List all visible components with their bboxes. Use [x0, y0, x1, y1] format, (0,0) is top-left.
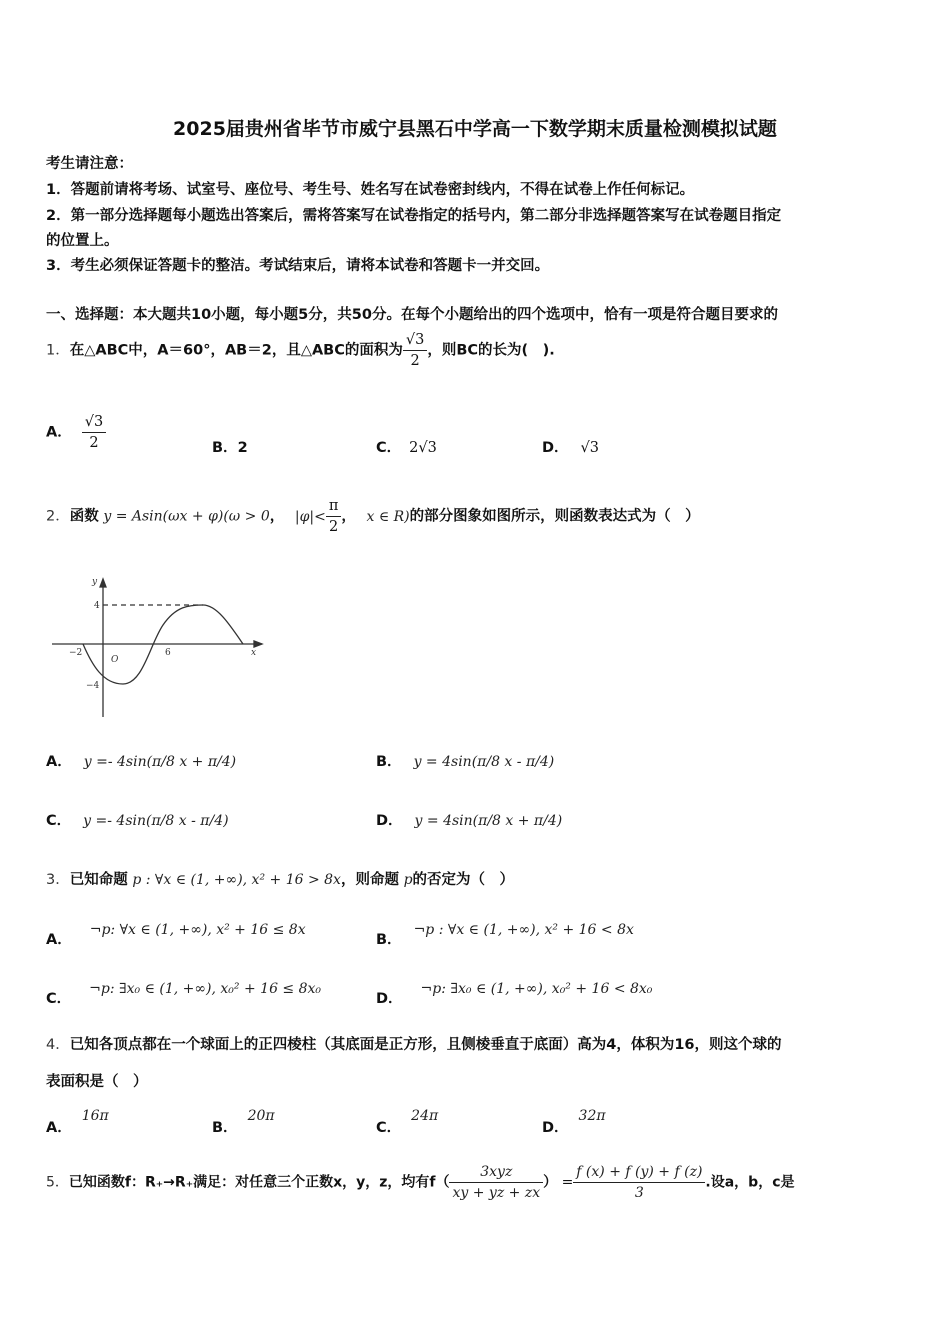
notice-item-2b: 的位置上。	[46, 233, 119, 249]
notice-item-3: 3．考生必须保证答题卡的整洁。考试结束后，请将本试卷和答题卡一并交回。	[46, 258, 550, 274]
q3-option-a[interactable]: A．¬p: ∀x ∈ (1, +∞), x² + 16 ≤ 8x	[46, 922, 306, 948]
x-axis-arrow	[254, 641, 262, 647]
question-number: 1．	[46, 342, 70, 359]
origin-label: O	[111, 655, 119, 665]
notice-item-1: 1．答题前请将考场、试室号、座位号、考生号、姓名写在试卷密封线内，不得在试卷上作任何标记。	[46, 182, 695, 198]
question-2: 2．函数 y = Asin(ωx + φ)(ω > 0， |φ|< $\frac{\pi}{2}$ ， x ∈ R)的部分图象如图所示，则函数表达式为（ ）	[46, 498, 700, 535]
fraction: $\frac{√3}{2}$	[403, 330, 427, 371]
question-text: 在△ABC中，A＝60°，AB＝2，且△ABC的面积为	[69, 342, 403, 359]
notice-heading: 考生请注意：	[46, 156, 133, 172]
q1-option-b[interactable]: B．2	[212, 440, 248, 456]
q1-option-c[interactable]: C． 2√3	[376, 440, 437, 456]
q4-option-b[interactable]: B．20π	[212, 1108, 275, 1136]
tick-neg2: −2	[69, 648, 83, 658]
question-1	[46, 330, 555, 371]
q3-option-c[interactable]: C．¬p: ∃x₀ ∈ (1, +∞), x₀² + 16 ≤ 8x₀	[46, 981, 322, 1007]
y-axis-arrow	[100, 579, 106, 587]
q1-option-a[interactable]: A． $\frac{√3}{2}$	[46, 412, 106, 453]
q1-option-d[interactable]: D． √3	[542, 440, 600, 456]
x-axis-label: x	[251, 648, 257, 658]
q2-option-b[interactable]: B． y = 4sin(π/8 x - π/4)	[376, 754, 555, 770]
page-title: 2025届贵州省毕节市威宁县黑石中学高一下数学期末质量检测模拟试题	[173, 118, 777, 140]
q4-option-c[interactable]: C．24π	[376, 1108, 439, 1136]
q2-option-c[interactable]: C． y =- 4sin(π/8 x - π/4)	[46, 813, 229, 829]
question-4-line2: 表面积是（ ）	[46, 1074, 148, 1090]
tick-6: 6	[165, 648, 171, 658]
q4-option-d[interactable]: D．32π	[542, 1108, 606, 1136]
q2-option-a[interactable]: A． y =- 4sin(π/8 x + π/4)	[46, 754, 237, 770]
q3-option-d[interactable]: D．¬p: ∃x₀ ∈ (1, +∞), x₀² + 16 < 8x₀	[376, 981, 653, 1007]
tick-neg4: −4	[86, 681, 100, 691]
question-3: 3．已知命题 p : ∀x ∈ (1, +∞), x² + 16 > 8x，则命题 p的否定为（ ）	[46, 872, 515, 888]
q4-option-a[interactable]: A．16π	[46, 1108, 109, 1136]
question-4: 4．已知各顶点都在一个球面上的正四棱柱（其底面是正方形，且侧棱垂直于底面）高为4，体积为16，则这个球的	[46, 1037, 782, 1053]
notice-item-2a: 2．第一部分选择题每小题选出答案后，需将答案写在试卷指定的括号内，第二部分非选择题答案写在试卷题目指定	[46, 208, 782, 224]
section-heading: 一、选择题：本大题共10小题，每小题5分，共50分。在每个小题给出的四个选项中，恰有一项是符合题目要求的	[46, 307, 778, 323]
q3-option-b[interactable]: B．¬p : ∀x ∈ (1, +∞), x² + 16 < 8x	[376, 922, 634, 948]
q2-option-d[interactable]: D． y = 4sin(π/8 x + π/4)	[376, 813, 563, 829]
question-text-tail: ，则BC的长为( ).	[427, 342, 555, 359]
y-axis-label: y	[92, 577, 98, 587]
sine-graph	[50, 575, 270, 720]
formula: y = Asin(ωx + φ)(ω > 0	[103, 508, 270, 525]
question-5: 5．已知函数f：R₊→R₊满足：对任意三个正数x，y，z，均有f（ $\frac{\text{3xyz}}{xy + yz + zx}$ ） = $\frac{f (x) + f (y) + f (z)}{3}$ .设a，b，c是	[46, 1164, 795, 1201]
tick-4: 4	[94, 601, 100, 611]
